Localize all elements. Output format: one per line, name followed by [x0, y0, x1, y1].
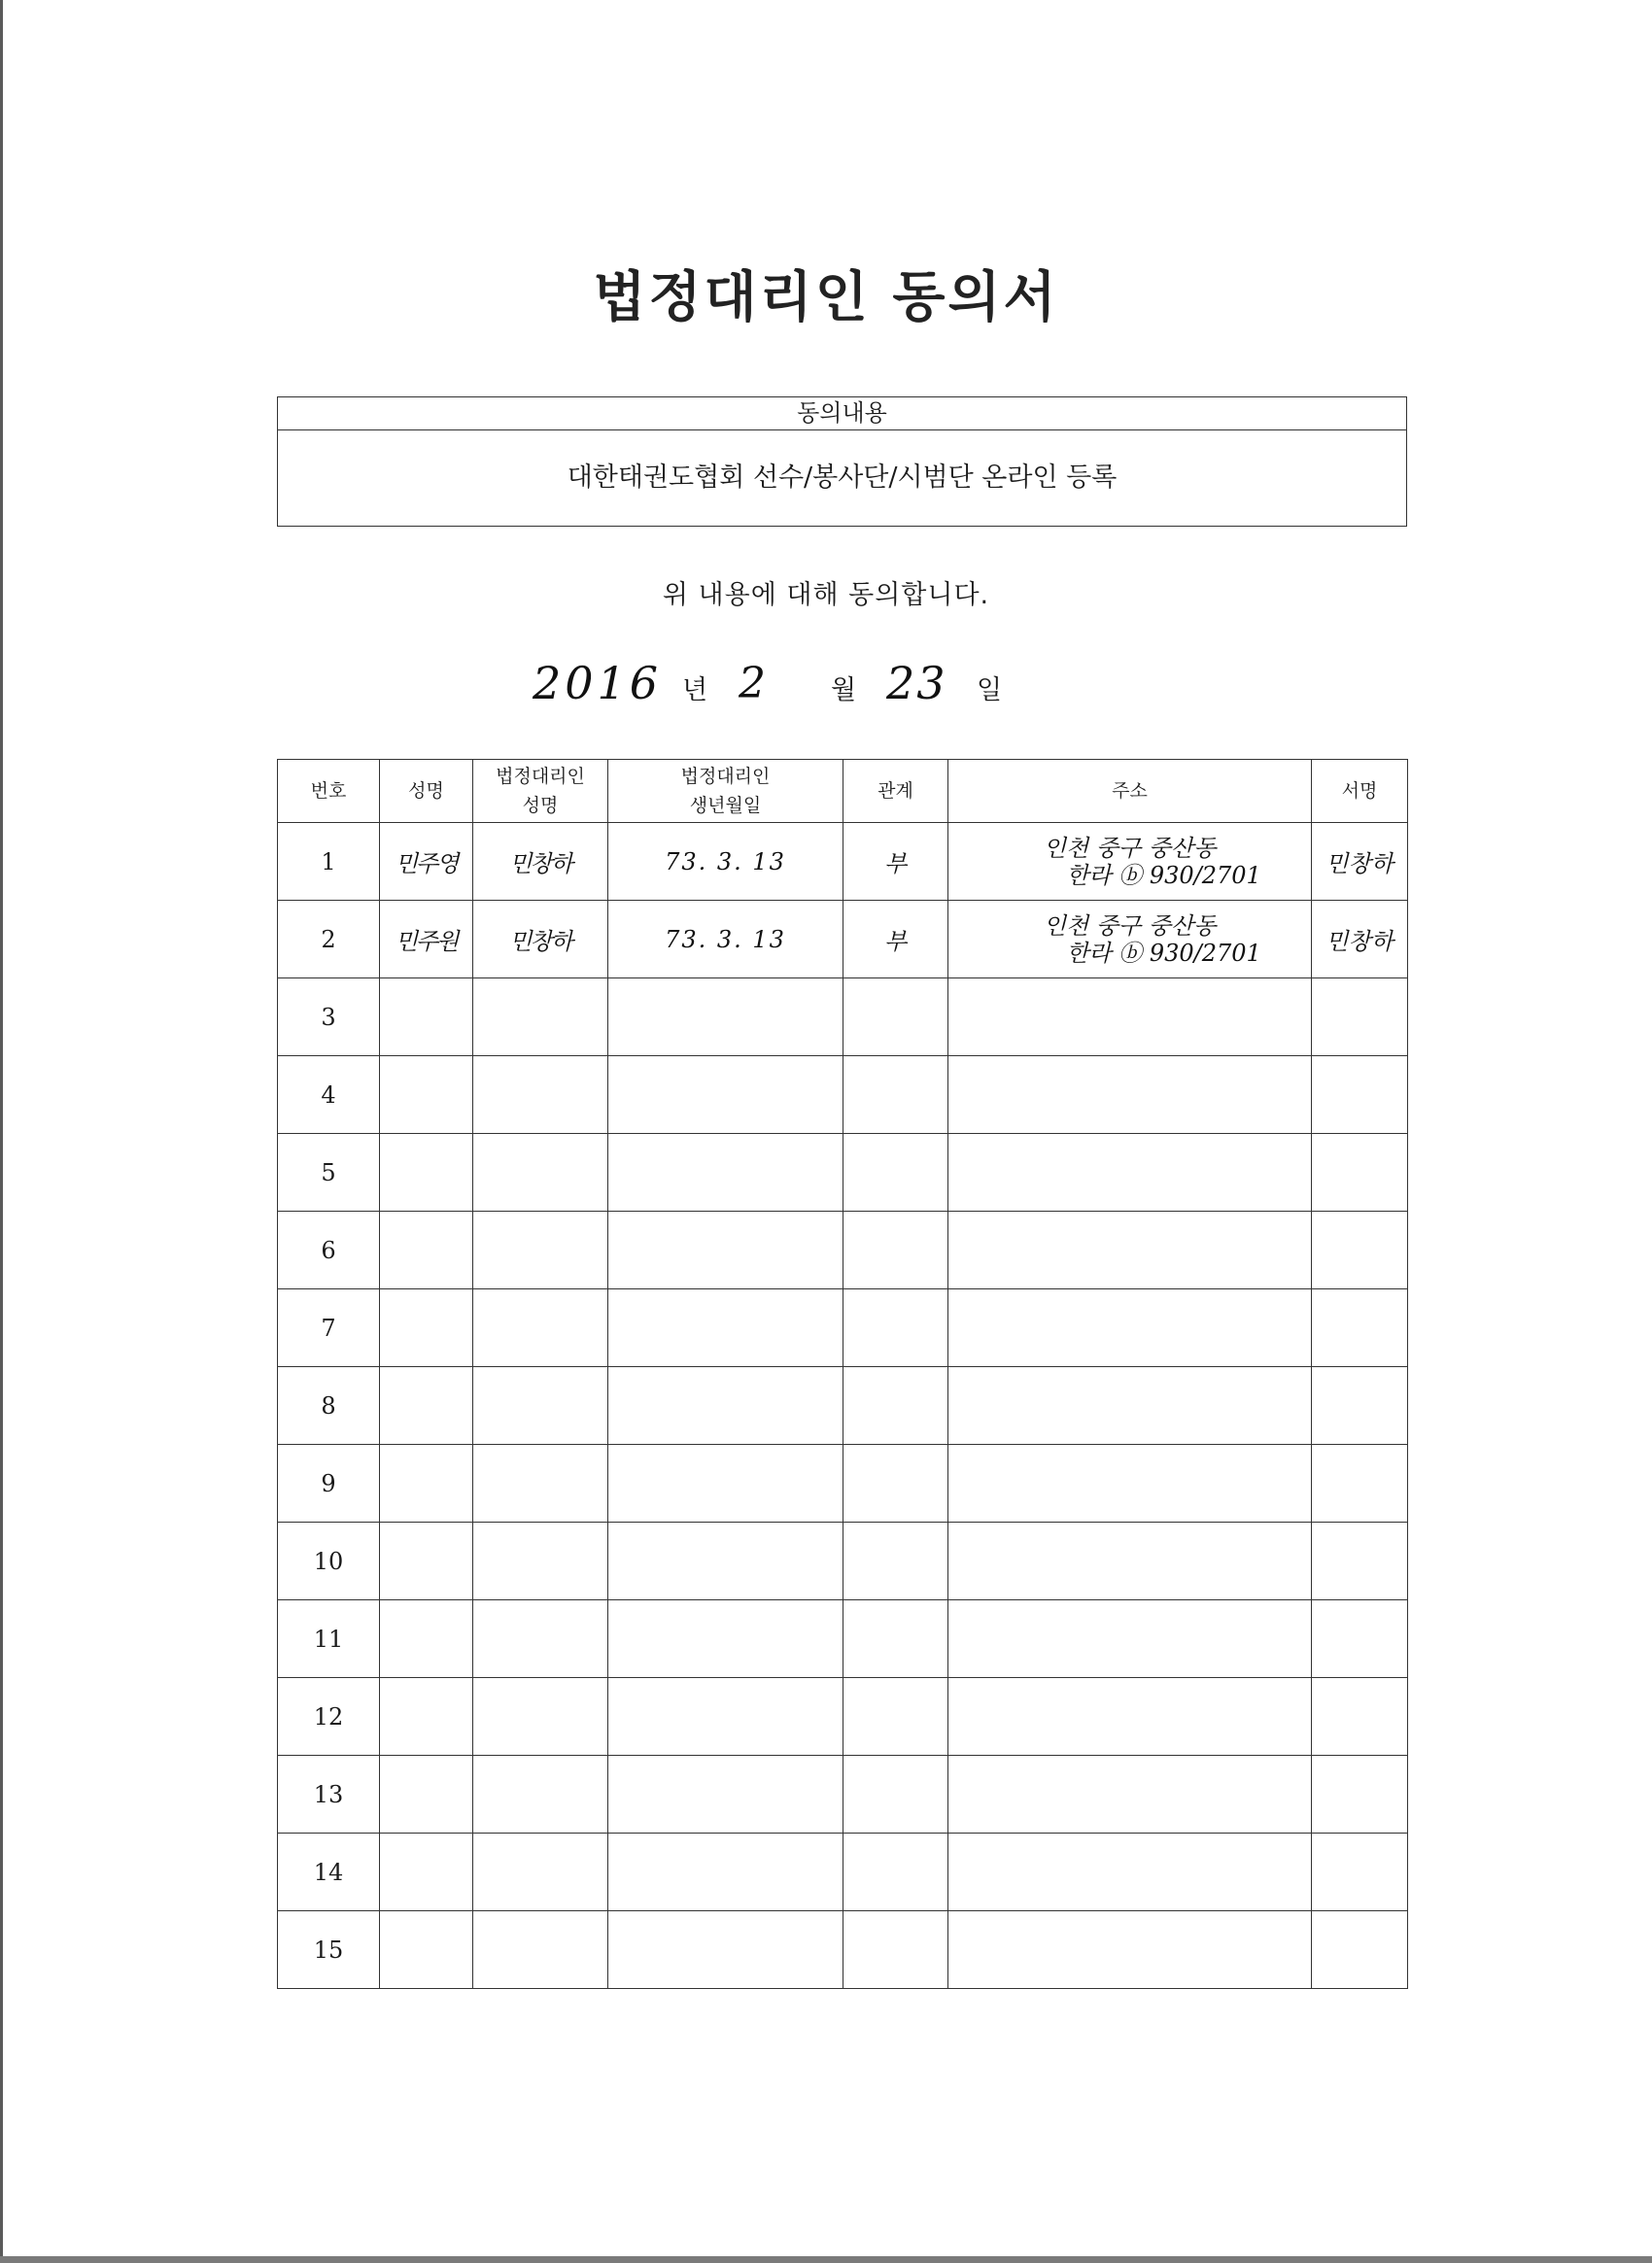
cell-no: 3	[278, 978, 380, 1056]
cell-signature	[1312, 1678, 1408, 1756]
cell-no: 7	[278, 1289, 380, 1367]
cell-signature	[1312, 1367, 1408, 1445]
cell-guardian-birth	[608, 1600, 843, 1678]
cell-guardian-name	[473, 1911, 608, 1989]
cell-signature	[1312, 1600, 1408, 1678]
cell-guardian-name	[473, 1756, 608, 1834]
cell-no: 9	[278, 1445, 380, 1523]
cell-address	[948, 1834, 1312, 1911]
cell-no: 2	[278, 901, 380, 978]
cell-address	[948, 978, 1312, 1056]
cell-relation	[843, 1289, 948, 1367]
cell-guardian-birth	[608, 1212, 843, 1289]
cell-guardian-name	[473, 1834, 608, 1911]
cell-address	[948, 1523, 1312, 1600]
cell-name	[380, 1678, 473, 1756]
cell-guardian-birth	[608, 978, 843, 1056]
date-year: 2016	[533, 657, 663, 709]
table-row	[278, 1212, 1408, 1289]
date-month: 2	[739, 659, 766, 708]
header-name: 성명	[380, 760, 473, 823]
cell-address	[948, 1289, 1312, 1367]
cell-signature	[1312, 1911, 1408, 1989]
cell-name	[380, 1056, 473, 1134]
consent-text: 대한태권도협회 선수/봉사단/시범단 온라인 등록	[567, 463, 1118, 493]
cell-signature	[1312, 1523, 1408, 1600]
cell-address	[948, 1678, 1312, 1756]
cell-guardian-name: 민창하	[473, 823, 608, 901]
cell-name: 민주영	[380, 823, 473, 901]
cell-guardian-birth	[608, 1056, 843, 1134]
cell-relation	[843, 1134, 948, 1212]
cell-relation	[843, 1756, 948, 1834]
table-body	[278, 823, 1408, 1989]
cell-name	[380, 1523, 473, 1600]
cell-relation	[843, 1834, 948, 1911]
scan-edge	[0, 0, 3, 2263]
header-address: 주소	[948, 760, 1312, 823]
cell-relation: 부	[843, 823, 948, 901]
header-guardian-name-line1: 법정대리인	[496, 766, 585, 787]
cell-relation	[843, 1911, 948, 1989]
cell-address	[948, 1600, 1312, 1678]
cell-relation	[843, 1367, 948, 1445]
table-row	[278, 1600, 1408, 1678]
document-title: 법정대리인 동의서	[593, 265, 1059, 329]
date-month-unit: 월	[831, 675, 857, 705]
scan-bottom-edge	[0, 2256, 1652, 2263]
cell-guardian-birth	[608, 1834, 843, 1911]
cell-guardian-name	[473, 1678, 608, 1756]
cell-guardian-name	[473, 1056, 608, 1134]
cell-guardian-birth	[608, 1134, 843, 1212]
cell-guardian-birth: 73. 3. 13	[608, 823, 843, 901]
cell-signature: 민창하	[1312, 823, 1408, 901]
cell-name	[380, 1911, 473, 1989]
cell-signature	[1312, 978, 1408, 1056]
header-guardian-name-line2: 성명	[522, 795, 559, 816]
cell-address	[948, 1212, 1312, 1289]
cell-no: 12	[278, 1678, 380, 1756]
cell-guardian-birth: 73. 3. 13	[608, 901, 843, 978]
cell-guardian-birth	[608, 1289, 843, 1367]
cell-guardian-birth	[608, 1367, 843, 1445]
table-row	[278, 1523, 1408, 1600]
cell-guardian-name	[473, 1134, 608, 1212]
cell-no: 4	[278, 1056, 380, 1134]
cell-guardian-birth	[608, 1678, 843, 1756]
date-day-unit: 일	[977, 675, 1003, 705]
cell-relation	[843, 1678, 948, 1756]
cell-relation	[843, 1600, 948, 1678]
date-line	[0, 651, 1652, 729]
date-year-unit: 년	[682, 675, 708, 705]
date-day: 23	[886, 657, 947, 709]
cell-relation	[843, 1445, 948, 1523]
cell-no: 10	[278, 1523, 380, 1600]
cell-address	[948, 1445, 1312, 1523]
cell-guardian-birth	[608, 1523, 843, 1600]
cell-guardian-name	[473, 1445, 608, 1523]
cell-name	[380, 1600, 473, 1678]
cell-relation	[843, 978, 948, 1056]
cell-signature	[1312, 1212, 1408, 1289]
cell-signature	[1312, 1756, 1408, 1834]
cell-name: 민주원	[380, 901, 473, 978]
cell-signature	[1312, 1445, 1408, 1523]
address-line2: 한라 ⓑ 930/2701	[1066, 861, 1261, 889]
cell-no: 13	[278, 1756, 380, 1834]
cell-name	[380, 1367, 473, 1445]
table-row	[278, 978, 1408, 1056]
cell-signature	[1312, 1834, 1408, 1911]
cell-guardian-name	[473, 1212, 608, 1289]
table-row	[278, 1056, 1408, 1134]
cell-name	[380, 1445, 473, 1523]
cell-guardian-name	[473, 1523, 608, 1600]
cell-relation	[843, 1523, 948, 1600]
cell-address	[948, 1911, 1312, 1989]
cell-guardian-birth	[608, 1911, 843, 1989]
table-row	[278, 1445, 1408, 1523]
table-row	[278, 1289, 1408, 1367]
cell-name	[380, 978, 473, 1056]
guardian-table	[277, 759, 1408, 1989]
cell-no: 1	[278, 823, 380, 901]
cell-no: 11	[278, 1600, 380, 1678]
cell-guardian-birth	[608, 1756, 843, 1834]
agree-statement: 위 내용에 대해 동의합니다.	[662, 580, 990, 610]
cell-name	[380, 1212, 473, 1289]
header-guardian-birth-line1: 법정대리인	[680, 766, 771, 787]
consent-header: 동의내용	[278, 397, 1406, 430]
table-row	[278, 1134, 1408, 1212]
cell-no: 8	[278, 1367, 380, 1445]
cell-name	[380, 1834, 473, 1911]
cell-name	[380, 1289, 473, 1367]
cell-guardian-name	[473, 1367, 608, 1445]
cell-address	[948, 1367, 1312, 1445]
cell-no: 14	[278, 1834, 380, 1911]
address-line1: 인천 중구 중산동	[1043, 834, 1217, 862]
cell-relation: 부	[843, 901, 948, 978]
cell-guardian-name	[473, 978, 608, 1056]
header-guardian-birth	[608, 760, 843, 823]
cell-no: 6	[278, 1212, 380, 1289]
table-row	[278, 1367, 1408, 1445]
cell-address	[948, 1134, 1312, 1212]
cell-relation	[843, 1212, 948, 1289]
cell-name	[380, 1134, 473, 1212]
address-line2: 한라 ⓑ 930/2701	[1066, 939, 1261, 967]
header-guardian-name	[473, 760, 608, 823]
table-row	[278, 901, 1408, 978]
table-header-row	[278, 760, 1408, 823]
cell-relation	[843, 1056, 948, 1134]
cell-signature	[1312, 1134, 1408, 1212]
cell-no: 15	[278, 1911, 380, 1989]
cell-guardian-name: 민창하	[473, 901, 608, 978]
cell-address	[948, 823, 1312, 901]
cell-guardian-name	[473, 1289, 608, 1367]
header-guardian-birth-line2: 생년월일	[689, 795, 762, 816]
cell-address	[948, 1056, 1312, 1134]
header-signature: 서명	[1312, 760, 1408, 823]
table-row	[278, 823, 1408, 901]
table-row	[278, 1911, 1408, 1989]
consent-box	[277, 396, 1407, 527]
cell-guardian-birth	[608, 1445, 843, 1523]
table-row	[278, 1756, 1408, 1834]
header-no: 번호	[278, 760, 380, 823]
cell-address	[948, 1756, 1312, 1834]
cell-name	[380, 1756, 473, 1834]
cell-guardian-name	[473, 1600, 608, 1678]
cell-signature: 민창하	[1312, 901, 1408, 978]
cell-signature	[1312, 1289, 1408, 1367]
table-row	[278, 1834, 1408, 1911]
address-line1: 인천 중구 중산동	[1043, 911, 1217, 940]
cell-address	[948, 901, 1312, 978]
table-row	[278, 1678, 1408, 1756]
cell-signature	[1312, 1056, 1408, 1134]
header-relation: 관계	[843, 760, 948, 823]
cell-no: 5	[278, 1134, 380, 1212]
